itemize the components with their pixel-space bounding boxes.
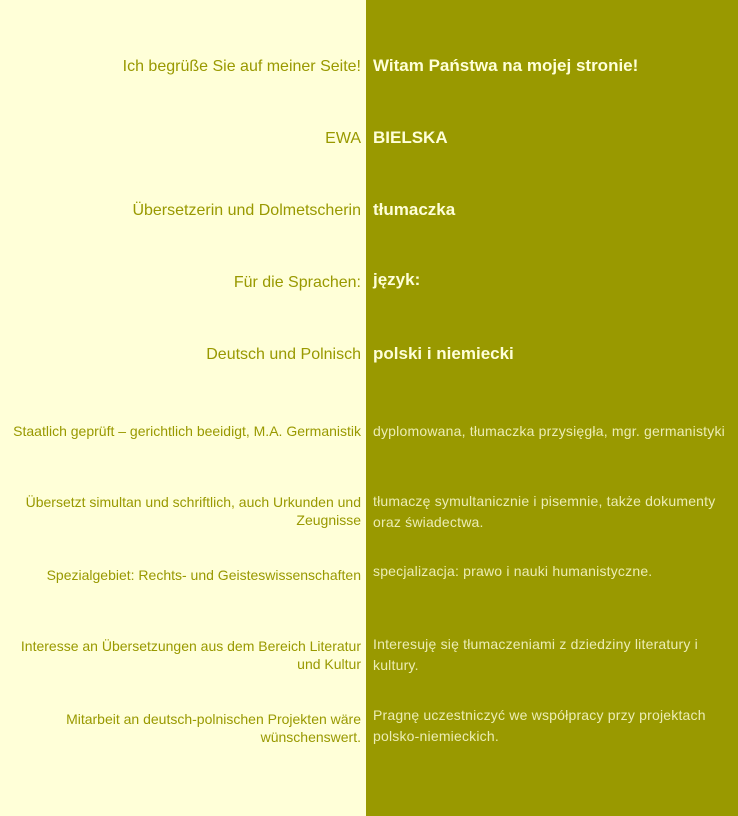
languages-german: Deutsch und Polnisch [206,346,361,363]
last-name-polish: BIELSKA [373,128,448,147]
qualification-polish: dyplomowana, tłumaczka przysięgła, mgr. germanistyki [373,423,725,439]
languages-label-german: Für die Sprachen: [233,274,361,291]
languages-label-polish: język: [373,270,421,289]
greeting-german: Ich begrüße Sie auf meiner Seite! [122,58,361,75]
services-german: Übersetzt simultan und schriftlich, auch Urkunden und Zeugnisse [25,494,361,528]
profession-german: Übersetzerin und Dolmetscherin [132,202,361,219]
services-polish: tłumaczę symultanicznie i pisemnie, także dokumenty oraz świadectwa. [373,493,716,530]
collaboration-german: Mitarbeit an deutsch-polnischen Projekten wäre wünschenswert. [66,711,361,745]
collaboration-polish: Pragnę uczestniczyć we współpracy przy projektach polsko-niemieckich. [373,707,706,744]
interest-polish: Interesuję się tłumaczeniami z dziedziny literatury i kultury. [373,636,698,673]
greeting-polish: Witam Państwa na mojej stronie! [373,56,639,75]
specialization-polish: specjalizacja: prawo i nauki humanistyczne. [373,563,653,579]
german-panel [0,0,366,816]
specialization-german: Spezialgebiet: Rechts- und Geisteswissenschaften [46,567,361,583]
interest-german: Interesse an Übersetzungen aus dem Bereich Literatur und Kultur [20,638,361,672]
qualification-german: Staatlich geprüft – gerichtlich beeidigt, M.A. Germanistik [13,423,361,439]
polish-panel [366,0,738,816]
profession-polish: tłumaczka [373,200,456,219]
languages-polish: polski i niemiecki [373,344,514,363]
first-name-german: EWA [325,130,361,147]
